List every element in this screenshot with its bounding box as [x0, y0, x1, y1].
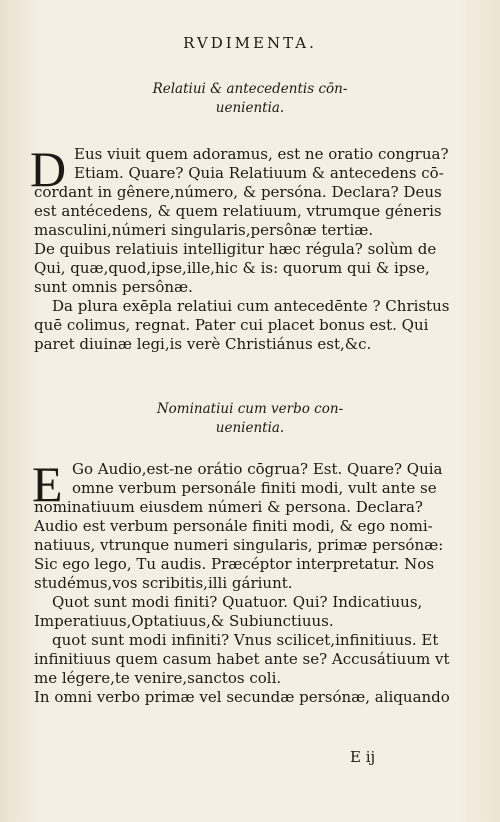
text-line: Qui, quæ,quod,ipse,ille,hic & is: quorum qui & ipse, — [34, 259, 430, 277]
text-line: studémus,vos scribitis,illi gáriunt. — [34, 574, 293, 592]
text-line: Eus viuit quem adoramus, est ne oratio congrua? — [74, 145, 449, 163]
text-line: Da plura exēpla relatiui cum antecedēnte ? Christus — [52, 297, 450, 315]
text-line: cordant in gênere,número, & persóna. Declara? Deus — [34, 183, 442, 201]
text-line: masculini,númeri singularis,persônæ tertiæ. — [34, 221, 374, 239]
drop-capital: E — [32, 456, 63, 512]
text-line: Imperatiuus,Optatiuus,& Subiunctiuus. — [34, 612, 334, 630]
text-line: quē colimus, regnat. Pater cui placet bonus est. Qui — [34, 316, 429, 334]
text-line: infinitiuus quem casum habet ante se? Accusátiuum vt — [34, 650, 450, 668]
text-line: quot sunt modi infiniti? Vnus scilicet,infinitiuus. Et — [52, 631, 439, 649]
text-line: In omni verbo primæ vel secundæ persónæ, aliquando — [34, 688, 450, 706]
heading-line: Relatiui & antecedentis cōn- — [152, 81, 348, 97]
drop-capital: D — [30, 141, 67, 197]
text-line: Sic ego lego, Tu audis. Præcéptor interpretatur. Nos — [34, 555, 435, 573]
text-line: paret diuinæ legi,is verè Christiánus est,&c. — [34, 335, 372, 353]
text-line: Audio est verbum personále finiti modi, & ego nomi- — [34, 517, 433, 535]
heading-line: uenientia. — [215, 100, 285, 116]
text-line: sunt omnis persônæ. — [34, 278, 193, 296]
text-line: nominatiuum eiusdem númeri & persona. Declara? — [34, 498, 423, 516]
section-heading-relatives — [0, 80, 500, 118]
text-line: me légere,te venire,sanctos coli. — [34, 669, 282, 687]
heading-line: Nominatiui cum verbo con- — [156, 401, 344, 417]
text-line: Etiam. Quare? Quia Relatiuum & antecedens cō- — [74, 164, 444, 182]
text-line: omne verbum personále finiti modi, vult ante se — [72, 479, 437, 497]
text-line: Go Audio,est-ne orátio cōgrua? Est. Quare? Quia — [72, 460, 443, 478]
text-line: De quibus relatiuis intelligitur hæc régula? solùm de — [34, 240, 437, 258]
text-line: natiuus, vtrunque numeri singularis, primæ persónæ: — [34, 536, 444, 554]
text-line: est antécedens, & quem relatiuum, vtrumque géneris — [34, 202, 442, 220]
text-line: Quot sunt modi finiti? Quatuor. Qui? Indicatiuus, — [52, 593, 423, 611]
running-head: RVDIMENTA. — [183, 34, 317, 52]
section-heading-nominative — [0, 400, 500, 438]
heading-line: uenientia. — [215, 420, 285, 436]
signature-mark: E ij — [350, 748, 376, 766]
